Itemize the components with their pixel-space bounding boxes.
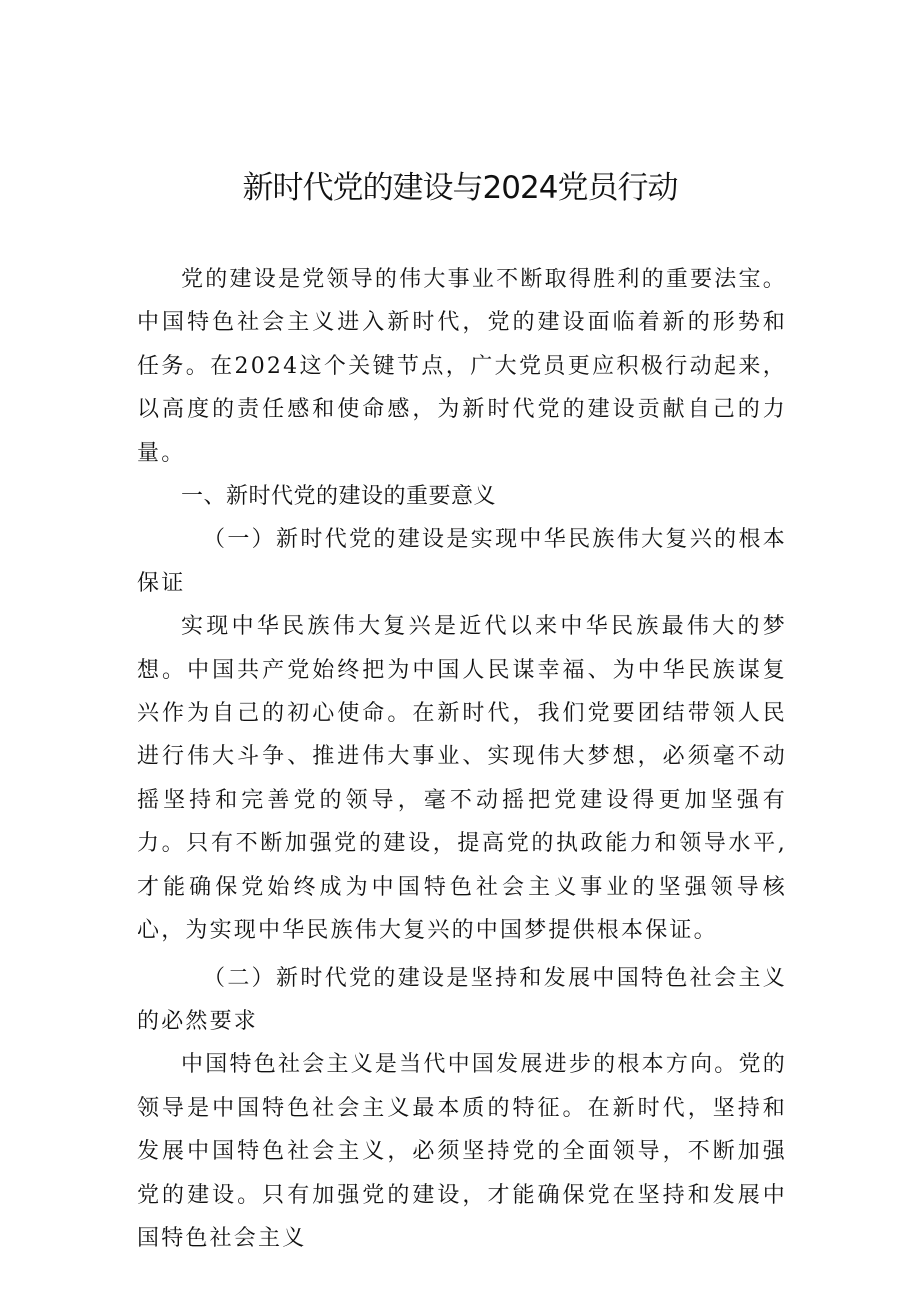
- body-paragraph: 实现中华民族伟大复兴是近代以来中华民族最伟大的梦想。中国共产党始终把为中国人民谋幸福、为中华民族谋复兴作为自己的初心使命。在新时代，我们党要团结带领人民进行伟大斗争、推进伟大事业、实现伟大梦想，必须毫不动摇坚持和完善党的领导，毫不动摇把党建设得更加坚强有力。只有不断加强党的建设，提高党的执政能力和领导水平,才能确保党始终成为中国特色社会主义事业的坚强领导核心，为实现中华民族伟大复兴的中国梦提供根本保证。: [137, 614, 787, 944]
- section-heading: 一、新时代党的建设的重要意义: [181, 484, 497, 510]
- subsection-heading: （一）新时代党的建设是实现中华民族伟大复兴的根本保证: [137, 527, 787, 596]
- document-title: 新时代党的建设与2024党员行动: [242, 170, 678, 206]
- document-body: [137, 258, 787, 1260]
- subsection-heading: （二）新时代党的建设是坚持和发展中国特色社会主义的必然要求: [137, 965, 787, 1034]
- body-paragraph: 中国特色社会主义是当代中国发展进步的根本方向。党的领导是中国特色社会主义最本质的特征。在新时代，坚持和发展中国特色社会主义，必须坚持党的全面领导，不断加强党的建设。只有加强党的建设，才能确保党在坚持和发展中国特色社会主义: [137, 1052, 787, 1251]
- intro-paragraph: 党的建设是党领导的伟大事业不断取得胜利的重要法宝。中国特色社会主义进入新时代，党的建设面临着新的形势和任务。在2024这个关键节点，广大党员更应积极行动起来，以高度的责任感和使命感，为新时代党的建设贡献自己的力量。: [137, 267, 787, 466]
